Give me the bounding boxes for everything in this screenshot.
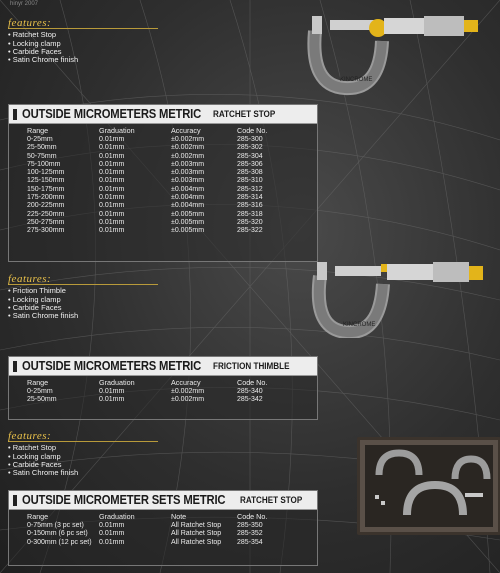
col-header: Accuracy — [171, 126, 201, 135]
header-note: hinyr 2007 — [10, 1, 39, 7]
table-cell: 0.01mm — [99, 538, 125, 546]
table-cell: 175-200mm — [27, 194, 65, 202]
table-cell: ±0.004mm — [171, 194, 205, 202]
table-cell: 285-300 — [237, 136, 263, 143]
table-cell: 285-322 — [237, 227, 263, 235]
table-row — [9, 186, 287, 194]
panel-header — [9, 105, 317, 124]
table-cell: 285-312 — [237, 185, 263, 193]
table-header-row — [9, 376, 287, 388]
panel-header — [9, 357, 317, 376]
table-cell: ±0.004mm — [171, 185, 205, 193]
feature-item: • Friction Thimble — [8, 287, 158, 295]
feature-item: • Carbide Faces — [8, 461, 158, 469]
feature-item: • Carbide Faces — [8, 48, 158, 56]
table-row — [9, 153, 287, 161]
table-row — [9, 136, 287, 144]
table-cell: 285-354 — [237, 538, 263, 546]
table-cell: 225-250mm — [27, 210, 65, 218]
table-cell: 50-75mm — [27, 152, 57, 160]
table-row — [9, 396, 287, 404]
table-cell: 285-342 — [237, 396, 263, 404]
table-cell: 0.01mm — [99, 177, 125, 185]
panel-title: OUTSIDE MICROMETERS METRIC — [22, 359, 202, 373]
table-cell: 285-304 — [237, 152, 263, 160]
col-header: Graduation — [99, 378, 135, 387]
col-header: Code No. — [237, 126, 268, 135]
micrometer-set-case-image — [357, 437, 500, 535]
brand-label: KINCROME — [343, 322, 376, 328]
table-cell: 0.01mm — [99, 144, 125, 152]
panel-title: OUTSIDE MICROMETERS METRIC — [22, 107, 202, 121]
table-row — [9, 177, 287, 185]
table-cell: 0-25mm — [27, 136, 53, 143]
micrometer-ratchet-image — [300, 6, 500, 96]
table-cell: 285-306 — [237, 160, 263, 168]
table-cell: 0-300mm (12 pc set) — [27, 538, 92, 546]
table-cell: 0.01mm — [99, 227, 125, 235]
table-cell: 25-50mm — [27, 396, 57, 404]
table-cell: 0-150mm (6 pc set) — [27, 530, 88, 538]
table-cell: 0.01mm — [99, 210, 125, 218]
table-cell: 0.01mm — [99, 522, 125, 529]
table-cell: All Ratchet Stop — [171, 538, 222, 546]
table-cell: 285-320 — [237, 218, 263, 226]
table-cell: ±0.002mm — [171, 136, 205, 143]
col-header: Graduation — [99, 512, 135, 521]
table-cell: 0.01mm — [99, 160, 125, 168]
table-cell: 285-340 — [237, 388, 263, 395]
feature-item: • Satin Chrome finish — [8, 312, 158, 320]
features-block-1 — [8, 19, 158, 64]
table-row — [9, 194, 287, 202]
table-cell: 285-310 — [237, 177, 263, 185]
table-header-row — [9, 124, 287, 136]
table-cell: 75-100mm — [27, 160, 61, 168]
header-bar-icon — [13, 361, 17, 372]
table-row — [9, 539, 287, 547]
header-bar-icon — [13, 109, 17, 120]
table-row — [9, 219, 287, 227]
panel-subtitle: RATCHET STOP — [239, 495, 303, 505]
table-cell: 0.01mm — [99, 194, 125, 202]
table-cell: ±0.002mm — [171, 396, 205, 404]
table-cell: 0.01mm — [99, 152, 125, 160]
table-cell: ±0.003mm — [171, 177, 205, 185]
table-row — [9, 144, 287, 152]
table-row — [9, 227, 287, 235]
spec-table — [9, 124, 287, 236]
table-cell: 0-75mm (3 pc set) — [27, 522, 84, 529]
col-header: Note — [171, 512, 187, 521]
table-row — [9, 161, 287, 169]
feature-item: • Locking clamp — [8, 296, 158, 304]
table-cell: 0.01mm — [99, 202, 125, 210]
spec-table — [9, 376, 287, 405]
feature-item: • Locking clamp — [8, 453, 158, 461]
col-header: Range — [27, 512, 49, 521]
table-cell: 0.01mm — [99, 185, 125, 193]
features-block-2 — [8, 275, 158, 320]
panel-title: OUTSIDE MICROMETER SETS METRIC — [22, 493, 226, 507]
panel-subtitle: RATCHET STOP — [212, 109, 276, 119]
table-row — [9, 388, 287, 396]
feature-item: • Locking clamp — [8, 40, 158, 48]
panel-header — [9, 491, 317, 510]
feature-item: • Satin Chrome finish — [8, 56, 158, 64]
table-row — [9, 211, 287, 219]
header-bar-icon — [13, 495, 17, 506]
table-cell: ±0.002mm — [171, 144, 205, 152]
table-cell: ±0.003mm — [171, 169, 205, 177]
feature-item: • Carbide Faces — [8, 304, 158, 312]
col-header: Range — [27, 378, 49, 387]
table-body — [9, 136, 287, 236]
col-header: Graduation — [99, 126, 135, 135]
table-cell: 285-318 — [237, 210, 263, 218]
features-title: features: — [8, 430, 52, 442]
table-cell: 285-308 — [237, 169, 263, 177]
table-cell: 285-316 — [237, 202, 263, 210]
table-cell: 0-25mm — [27, 388, 53, 395]
table-cell: 0.01mm — [99, 388, 125, 395]
col-header: Accuracy — [171, 378, 201, 387]
table-cell: 0.01mm — [99, 396, 125, 404]
table-body — [9, 388, 287, 405]
table-cell: 275-300mm — [27, 227, 65, 235]
table-cell: 200-225mm — [27, 202, 65, 210]
table-cell: 0.01mm — [99, 218, 125, 226]
table-cell: 100-125mm — [27, 169, 65, 177]
table-cell: 285-302 — [237, 144, 263, 152]
table-cell: 285-352 — [237, 530, 263, 538]
table-header-row — [9, 510, 287, 522]
spec-table — [9, 510, 287, 547]
panel-subtitle: FRICTION THIMBLE — [212, 361, 290, 371]
table-cell: 285-314 — [237, 194, 263, 202]
feature-item: • Satin Chrome finish — [8, 469, 158, 477]
col-header: Code No. — [237, 512, 268, 521]
table-cell: All Ratchet Stop — [171, 522, 222, 529]
table-cell: ±0.005mm — [171, 218, 205, 226]
table-cell: ±0.005mm — [171, 227, 205, 235]
table-row — [9, 530, 287, 538]
table-cell: ±0.003mm — [171, 160, 205, 168]
micrometer-friction-image — [305, 258, 500, 338]
col-header: Range — [27, 126, 49, 135]
table-row — [9, 522, 287, 530]
table-cell: 150-175mm — [27, 185, 65, 193]
features-block-3 — [8, 432, 158, 477]
table-row — [9, 169, 287, 177]
table-cell: 125-150mm — [27, 177, 65, 185]
col-header: Code No. — [237, 378, 268, 387]
table-cell: ±0.005mm — [171, 210, 205, 218]
table-panel-3 — [8, 490, 318, 566]
table-cell: ±0.004mm — [171, 202, 205, 210]
table-cell: 0.01mm — [99, 530, 125, 538]
table-cell: 285-350 — [237, 522, 263, 529]
table-panel-1 — [8, 104, 318, 262]
table-row — [9, 202, 287, 210]
features-title: features: — [8, 17, 52, 29]
table-cell: 25-50mm — [27, 144, 57, 152]
table-cell: All Ratchet Stop — [171, 530, 222, 538]
table-body — [9, 522, 287, 547]
table-panel-2 — [8, 356, 318, 420]
table-cell: 250-275mm — [27, 218, 65, 226]
table-cell: 0.01mm — [99, 169, 125, 177]
feature-item: • Ratchet Stop — [8, 444, 158, 452]
features-title: features: — [8, 273, 52, 285]
feature-item: • Ratchet Stop — [8, 31, 158, 39]
table-cell: ±0.002mm — [171, 388, 205, 395]
table-cell: 0.01mm — [99, 136, 125, 143]
brand-label: KINCROME — [340, 77, 373, 83]
table-cell: ±0.002mm — [171, 152, 205, 160]
